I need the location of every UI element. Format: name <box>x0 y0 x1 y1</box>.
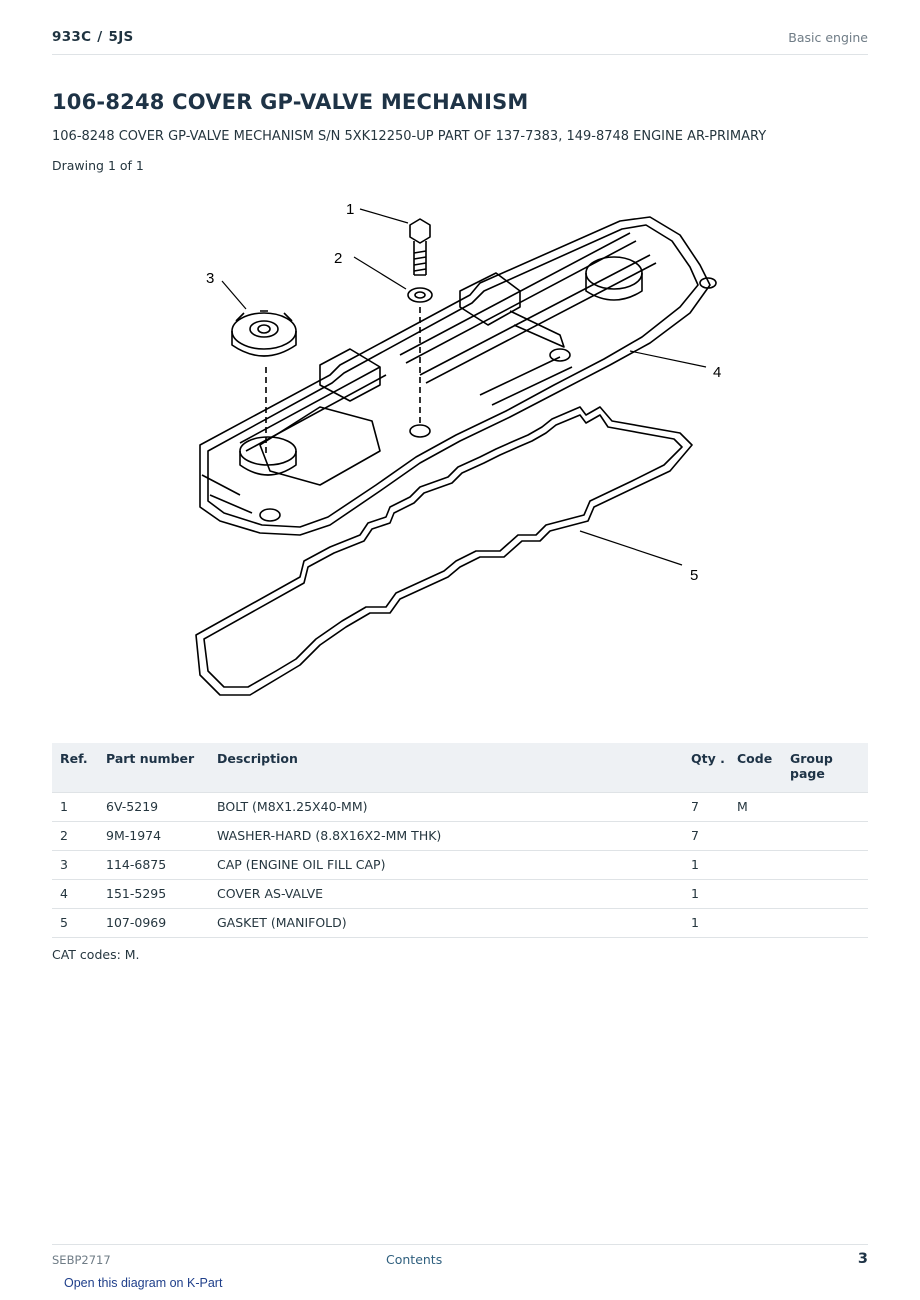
cell-code <box>729 850 782 879</box>
oil-fill-cap-drawing <box>232 311 296 356</box>
washer-drawing <box>408 288 432 302</box>
cell-description: GASKET (MANIFOLD) <box>209 908 683 937</box>
cell-ref: 1 <box>52 792 98 821</box>
contents-link[interactable]: Contents <box>386 1252 443 1267</box>
leader-line-1 <box>360 209 408 223</box>
model-number: 933C <box>52 29 92 45</box>
valve-cover-drawing <box>200 217 716 535</box>
header-description: Description <box>209 743 683 792</box>
cell-ref: 3 <box>52 850 98 879</box>
header-ref: Ref. <box>52 743 98 792</box>
cell-part-number: 107-0969 <box>98 908 209 937</box>
cell-description: COVER AS-VALVE <box>209 879 683 908</box>
footer-divider <box>52 1244 868 1245</box>
cell-description: CAP (ENGINE OIL FILL CAP) <box>209 850 683 879</box>
page-header <box>52 29 868 55</box>
header-code: Code <box>729 743 782 792</box>
leader-line-2 <box>354 257 406 289</box>
cell-group-page <box>782 908 868 937</box>
cell-code: M <box>729 792 782 821</box>
table-row <box>52 908 868 937</box>
serial-prefix: 5JS <box>108 29 134 45</box>
callout-4: 4 <box>713 364 722 381</box>
leader-line-4 <box>630 351 706 367</box>
table-row <box>52 792 868 821</box>
cell-group-page <box>782 850 868 879</box>
table-row <box>52 850 868 879</box>
cell-part-number: 9M-1974 <box>98 821 209 850</box>
document-id: SEBP2717 <box>52 1253 111 1267</box>
table-row <box>52 879 868 908</box>
cell-group-page <box>782 879 868 908</box>
cell-code <box>729 821 782 850</box>
page-subtitle: 106-8248 COVER GP-VALVE MECHANISM S/N 5XK12250-UP PART OF 137-7383, 149-8748 ENGINE AR-PRIMARY <box>52 129 767 144</box>
cell-qty: 7 <box>683 821 729 850</box>
callout-3: 3 <box>206 270 215 287</box>
model-breadcrumb <box>52 29 134 45</box>
cell-group-page <box>782 821 868 850</box>
page-title: 106-8248 COVER GP-VALVE MECHANISM <box>52 90 529 114</box>
table-row <box>52 821 868 850</box>
cell-qty: 7 <box>683 792 729 821</box>
cell-qty: 1 <box>683 908 729 937</box>
cell-group-page <box>782 792 868 821</box>
leader-line-3 <box>222 281 246 309</box>
cell-part-number: 6V-5219 <box>98 792 209 821</box>
header-group-page: Group page <box>782 743 868 792</box>
callout-5: 5 <box>690 567 699 584</box>
parts-diagram <box>180 195 740 705</box>
parts-table <box>52 743 868 938</box>
cell-ref: 5 <box>52 908 98 937</box>
cell-description: BOLT (M8X1.25X40-MM) <box>209 792 683 821</box>
cell-ref: 2 <box>52 821 98 850</box>
open-on-kpart-link[interactable]: Open this diagram on K-Part <box>64 1276 223 1290</box>
cell-part-number: 114-6875 <box>98 850 209 879</box>
table-header-row <box>52 743 868 792</box>
bolt-drawing <box>410 219 430 275</box>
cell-qty: 1 <box>683 879 729 908</box>
page-number: 3 <box>857 1251 868 1267</box>
header-part-number: Part number <box>98 743 209 792</box>
cell-description: WASHER-HARD (8.8X16X2-MM THK) <box>209 821 683 850</box>
drawing-count: Drawing 1 of 1 <box>52 158 144 173</box>
callout-1: 1 <box>346 201 355 218</box>
cell-part-number: 151-5295 <box>98 879 209 908</box>
cell-code <box>729 879 782 908</box>
cell-qty: 1 <box>683 850 729 879</box>
leader-line-5 <box>580 531 682 565</box>
breadcrumb-separator: / <box>97 29 103 45</box>
cell-code <box>729 908 782 937</box>
header-qty: Qty . <box>683 743 729 792</box>
cat-codes-note: CAT codes: M. <box>52 947 140 962</box>
cell-ref: 4 <box>52 879 98 908</box>
callout-2: 2 <box>334 250 343 267</box>
section-name: Basic engine <box>788 30 868 45</box>
